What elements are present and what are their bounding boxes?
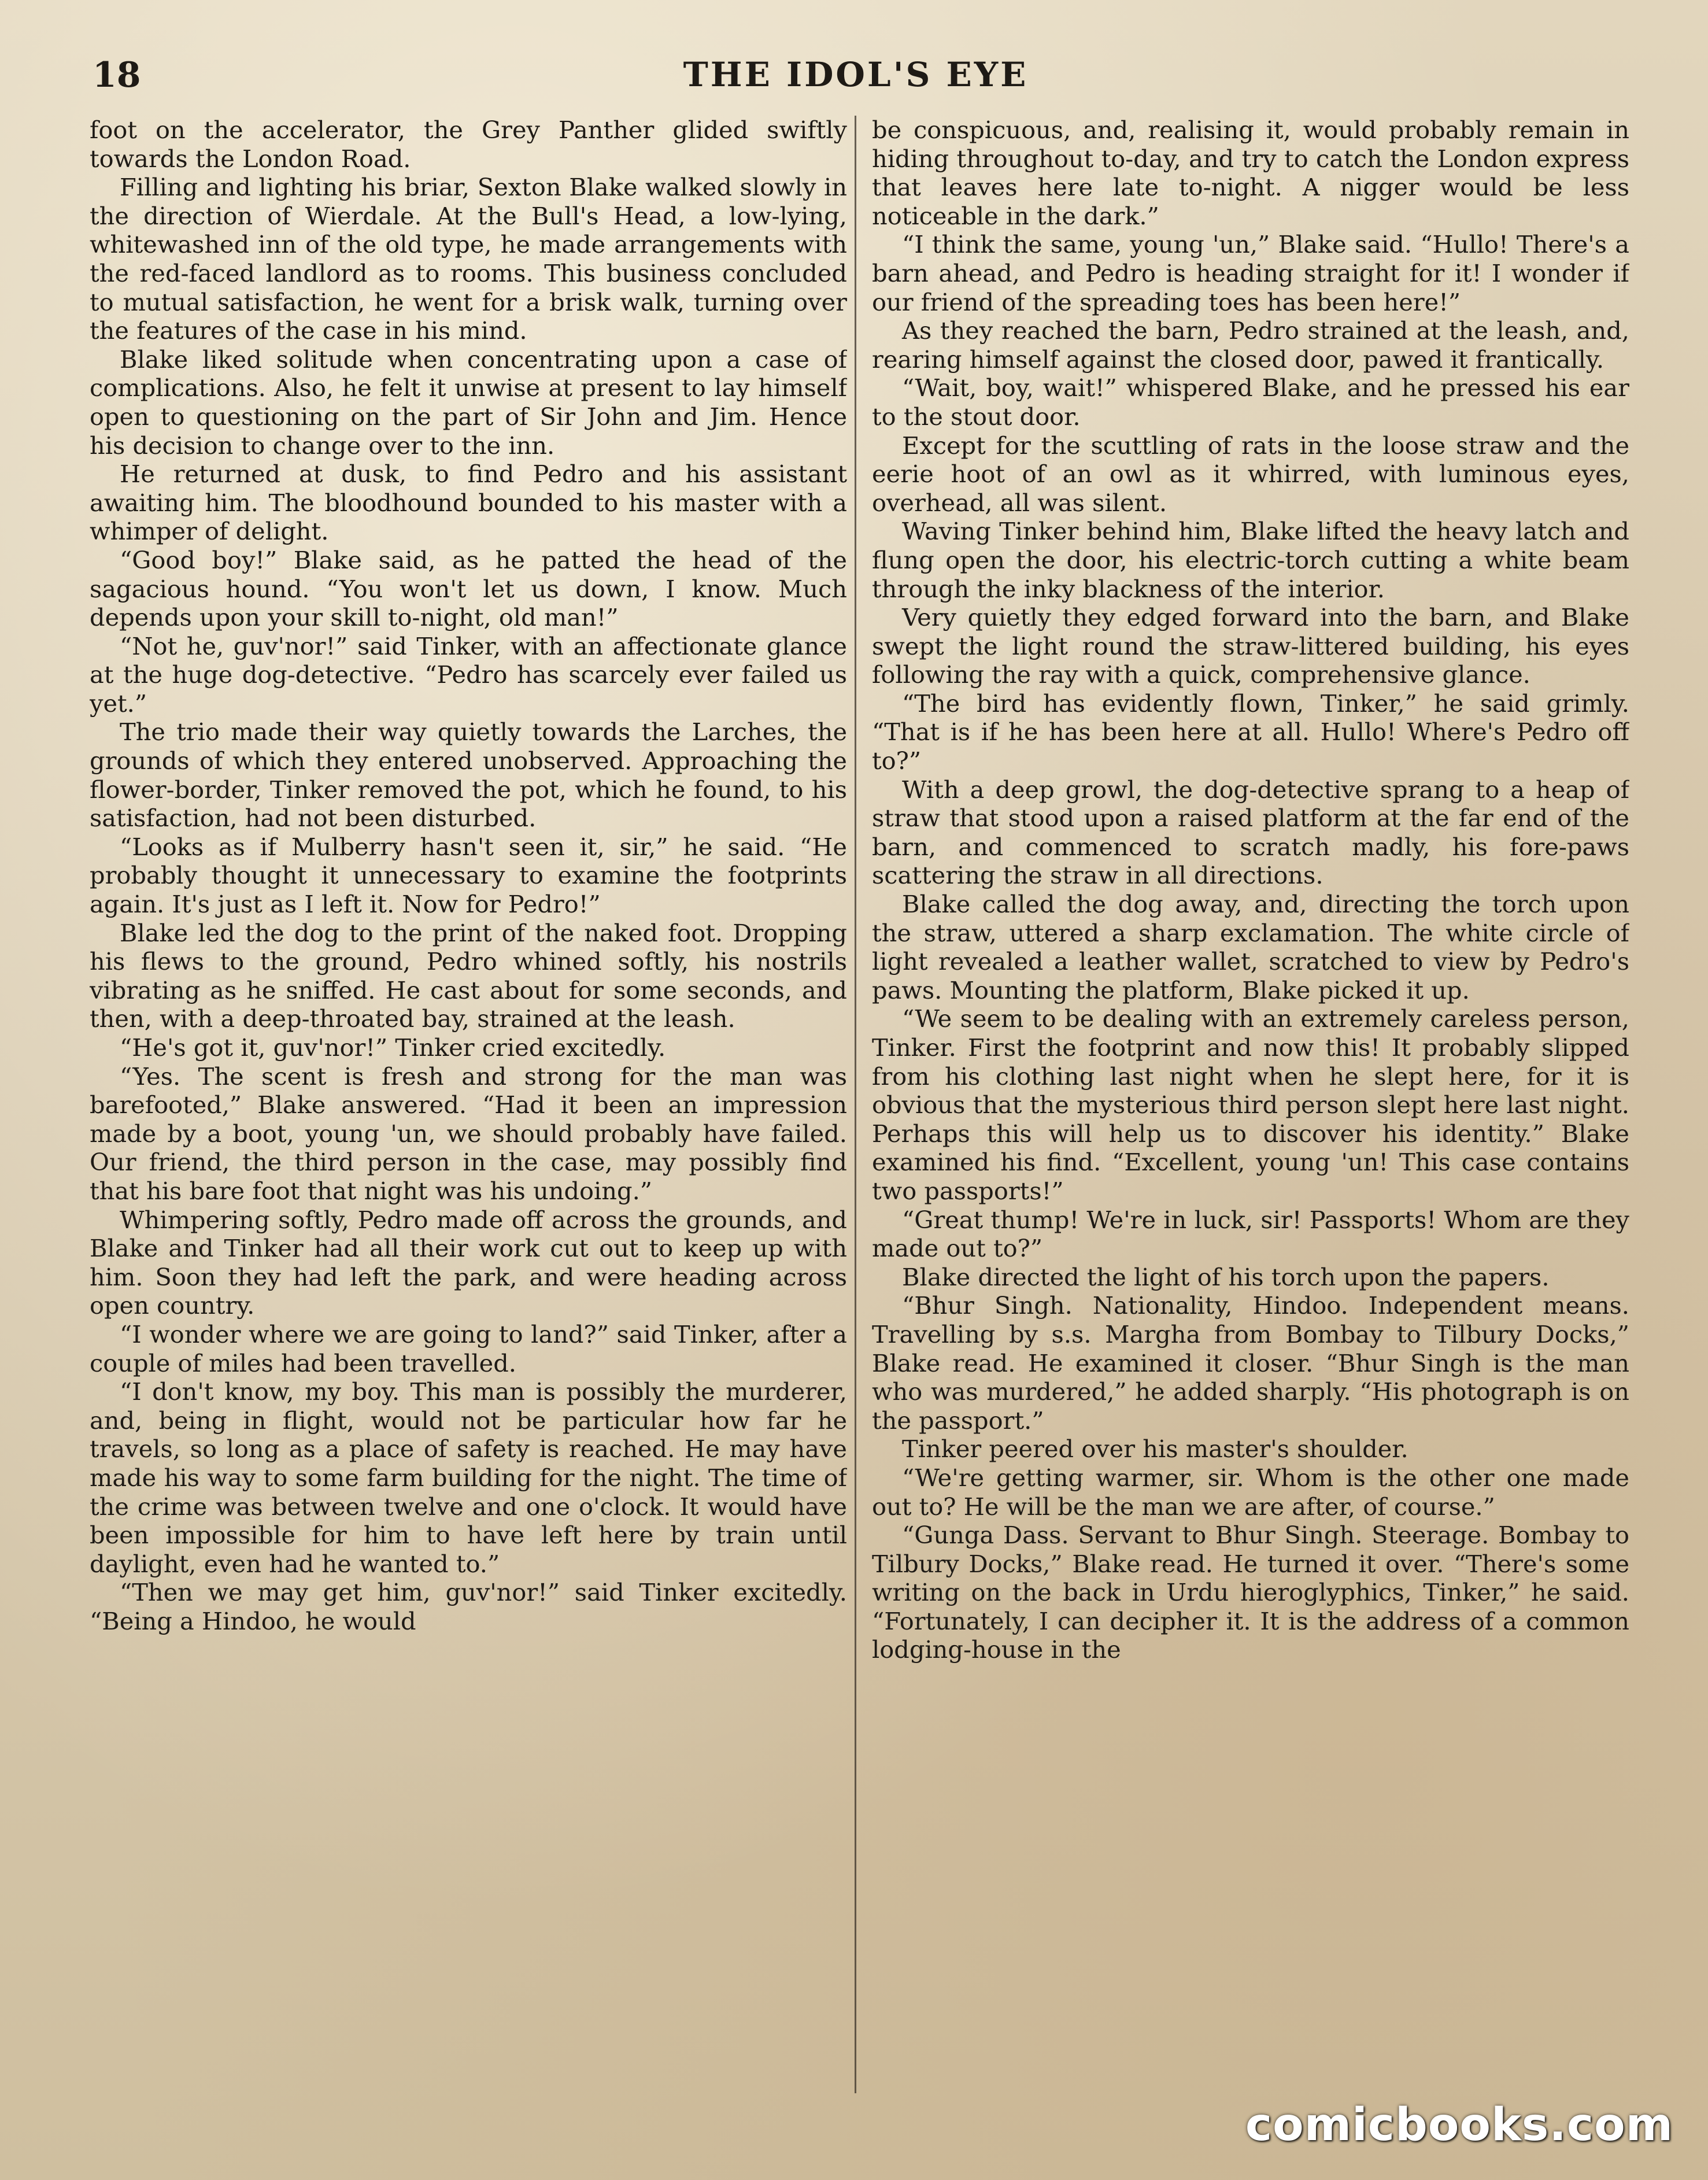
paragraph: Very quietly they edged forward into the barn, and Blake swept the light round the straw-littered building, his eyes following the ray with a quick, comprehensive glance. bbox=[872, 603, 1629, 689]
paragraph: Tinker peered over his master's shoulder. bbox=[902, 1435, 1408, 1464]
paragraph: be conspicuous, and, realising it, would probably remain in hiding throughout to-day, and try to catch the London express that leaves here late to-night. A nigger would be less noticeable in the dark.” bbox=[872, 116, 1629, 230]
paragraph: “Not he, guv'nor!” said Tinker, with an affectionate glance at the huge dog-detective. “Pedro has scarcely ever failed us yet.” bbox=[90, 631, 847, 718]
paragraph: “Then we may get him, guv'nor!” said Tinker excitedly. “Being a Hindoo, he would bbox=[90, 1578, 847, 1635]
paragraph: Blake called the dog away, and, directing the torch upon the straw, uttered a sharp exclamation. The white circle of light revealed a leather wallet, scratched to view by Pedro's paws. Mounting the platform, Blake picked it up. bbox=[872, 890, 1629, 1004]
paragraph: Blake led the dog to the print of the naked foot. Dropping his flews to the ground, Pedro whined softly, his nostrils vibrating as he sniffed. He cast about for some seconds, and then, with a deep-throated bay, strained at the leash. bbox=[90, 918, 847, 1033]
paragraph: Whimpering softly, Pedro made off across the grounds, and Blake and Tinker had all their work cut out to keep up with him. Soon they had left the park, and were heading across open country. bbox=[90, 1205, 847, 1320]
running-title: THE IDOL'S EYE bbox=[683, 55, 1029, 94]
paragraph: “Great thump! We're in luck, sir! Passports! Whom are they made out to?” bbox=[872, 1205, 1629, 1263]
left-text-column bbox=[90, 116, 847, 2093]
paragraph: Except for the scuttling of rats in the loose straw and the eerie hoot of an owl as it whirred, with luminous eyes, overhead, all was silent. bbox=[872, 431, 1629, 517]
site-watermark: comicbooks.com bbox=[1245, 2099, 1673, 2151]
paragraph: Waving Tinker behind him, Blake lifted the heavy latch and flung open the door, his electric-torch cutting a white beam through the inky blackness of the interior. bbox=[872, 517, 1629, 603]
paragraph: foot on the accelerator, the Grey Panther glided swiftly towards the London Road. bbox=[90, 116, 847, 173]
paragraph: “We're getting warmer, sir. Whom is the other one made out to? He will be the man we are after, of course.” bbox=[872, 1463, 1629, 1521]
column-divider bbox=[855, 116, 856, 2093]
paragraph: “I wonder where we are going to land?” said Tinker, after a couple of miles had been travelled. bbox=[90, 1320, 847, 1377]
paragraph: “We seem to be dealing with an extremely careless person, Tinker. First the footprint and now this! It probably slipped from his clothing last night when he slept here, for it is obvious that the mysterious third person slept here last night. Perhaps this will help us to discover his identity.” Blake examined his find. “Excellent, young 'un! This case contains two passports!” bbox=[872, 1004, 1629, 1205]
paragraph: The trio made their way quietly towards the Larches, the grounds of which they entered unobserved. Approaching the flower-border, Tinker removed the pot, which he found, to his satisfaction, had not been disturbed. bbox=[90, 718, 847, 833]
paragraph: “Wait, boy, wait!” whispered Blake, and he pressed his ear to the stout door. bbox=[872, 374, 1629, 431]
paragraph: With a deep growl, the dog-detective sprang to a heap of straw that stood upon a raised platform at the far end of the barn, and commenced to scratch madly, his fore-paws scattering the straw in all directions. bbox=[872, 775, 1629, 890]
paragraph: As they reached the barn, Pedro strained at the leash, and, rearing himself against the closed door, pawed it frantically. bbox=[872, 316, 1629, 374]
paragraph: “Looks as if Mulberry hasn't seen it, sir,” he said. “He probably thought it unnecessary to examine the footprints again. It's just as I left it. Now for Pedro!” bbox=[90, 832, 847, 919]
page-header bbox=[87, 55, 1625, 101]
paragraph: “I don't know, my boy. This man is possibly the murderer, and, being in flight, would not be particular how far he travels, so long as a place of safety is reached. He may have made his way to some farm building for the night. The time of the crime was between twelve and one o'clock. It would have been impossible for him to have left here by train until daylight, even had he wanted to.” bbox=[90, 1377, 847, 1578]
paragraph: “Bhur Singh. Nationality, Hindoo. Independent means. Travelling by s.s. Margha from Bombay to Tilbury Docks,” Blake read. He examined it closer. “Bhur Singh is the man who was murdered,” he added sharply. “His photograph is on the passport.” bbox=[872, 1291, 1629, 1435]
paragraph: “Good boy!” Blake said, as he patted the head of the sagacious hound. “You won't let us down, I know. Much depends upon your skill to-night, old man!” bbox=[90, 545, 847, 632]
right-text-column bbox=[872, 116, 1629, 2093]
paragraph: Blake directed the light of his torch upon the papers. bbox=[902, 1262, 1550, 1291]
paragraph: He returned at dusk, to find Pedro and his assistant awaiting him. The bloodhound bounded to his master with a whimper of delight. bbox=[90, 460, 847, 546]
paragraph: “He's got it, guv'nor!” Tinker cried excitedly. bbox=[120, 1033, 666, 1062]
paragraph: “Gunga Dass. Servant to Bhur Singh. Steerage. Bombay to Tilbury Docks,” Blake read. He turned it over. “There's some writing on the back in Urdu hieroglyphics, Tinker,” he said. “Fortunately, I can decipher it. It is the address of a common lodging-house in the bbox=[872, 1521, 1629, 1664]
paragraph: “Yes. The scent is fresh and strong for the man was barefooted,” Blake answered. “Had it been an impression made by a boot, young 'un, we should probably have failed. Our friend, the third person in the case, may possibly find that his bare foot that night was his undoing.” bbox=[90, 1062, 847, 1205]
page-number: 18 bbox=[93, 55, 141, 95]
paragraph: “I think the same, young 'un,” Blake said. “Hullo! There's a barn ahead, and Pedro is heading straight for it! I wonder if our friend of the spreading toes has been here!” bbox=[872, 230, 1629, 316]
paragraph: Blake liked solitude when concentrating upon a case of complications. Also, he felt it unwise at present to lay himself open to questioning on the part of Sir John and Jim. Hence his decision to change over to the inn. bbox=[90, 345, 847, 460]
paragraph: Filling and lighting his briar, Sexton Blake walked slowly in the direction of Wierdale. At the Bull's Head, a low-lying, whitewashed inn of the old type, he made arrangements with the red-faced landlord as to rooms. This business concluded to mutual satisfaction, he went for a brisk walk, turning over the features of the case in his mind. bbox=[90, 173, 847, 345]
paragraph: “The bird has evidently flown, Tinker,” he said grimly. “That is if he has been here at all. Hullo! Where's Pedro off to?” bbox=[872, 689, 1629, 775]
